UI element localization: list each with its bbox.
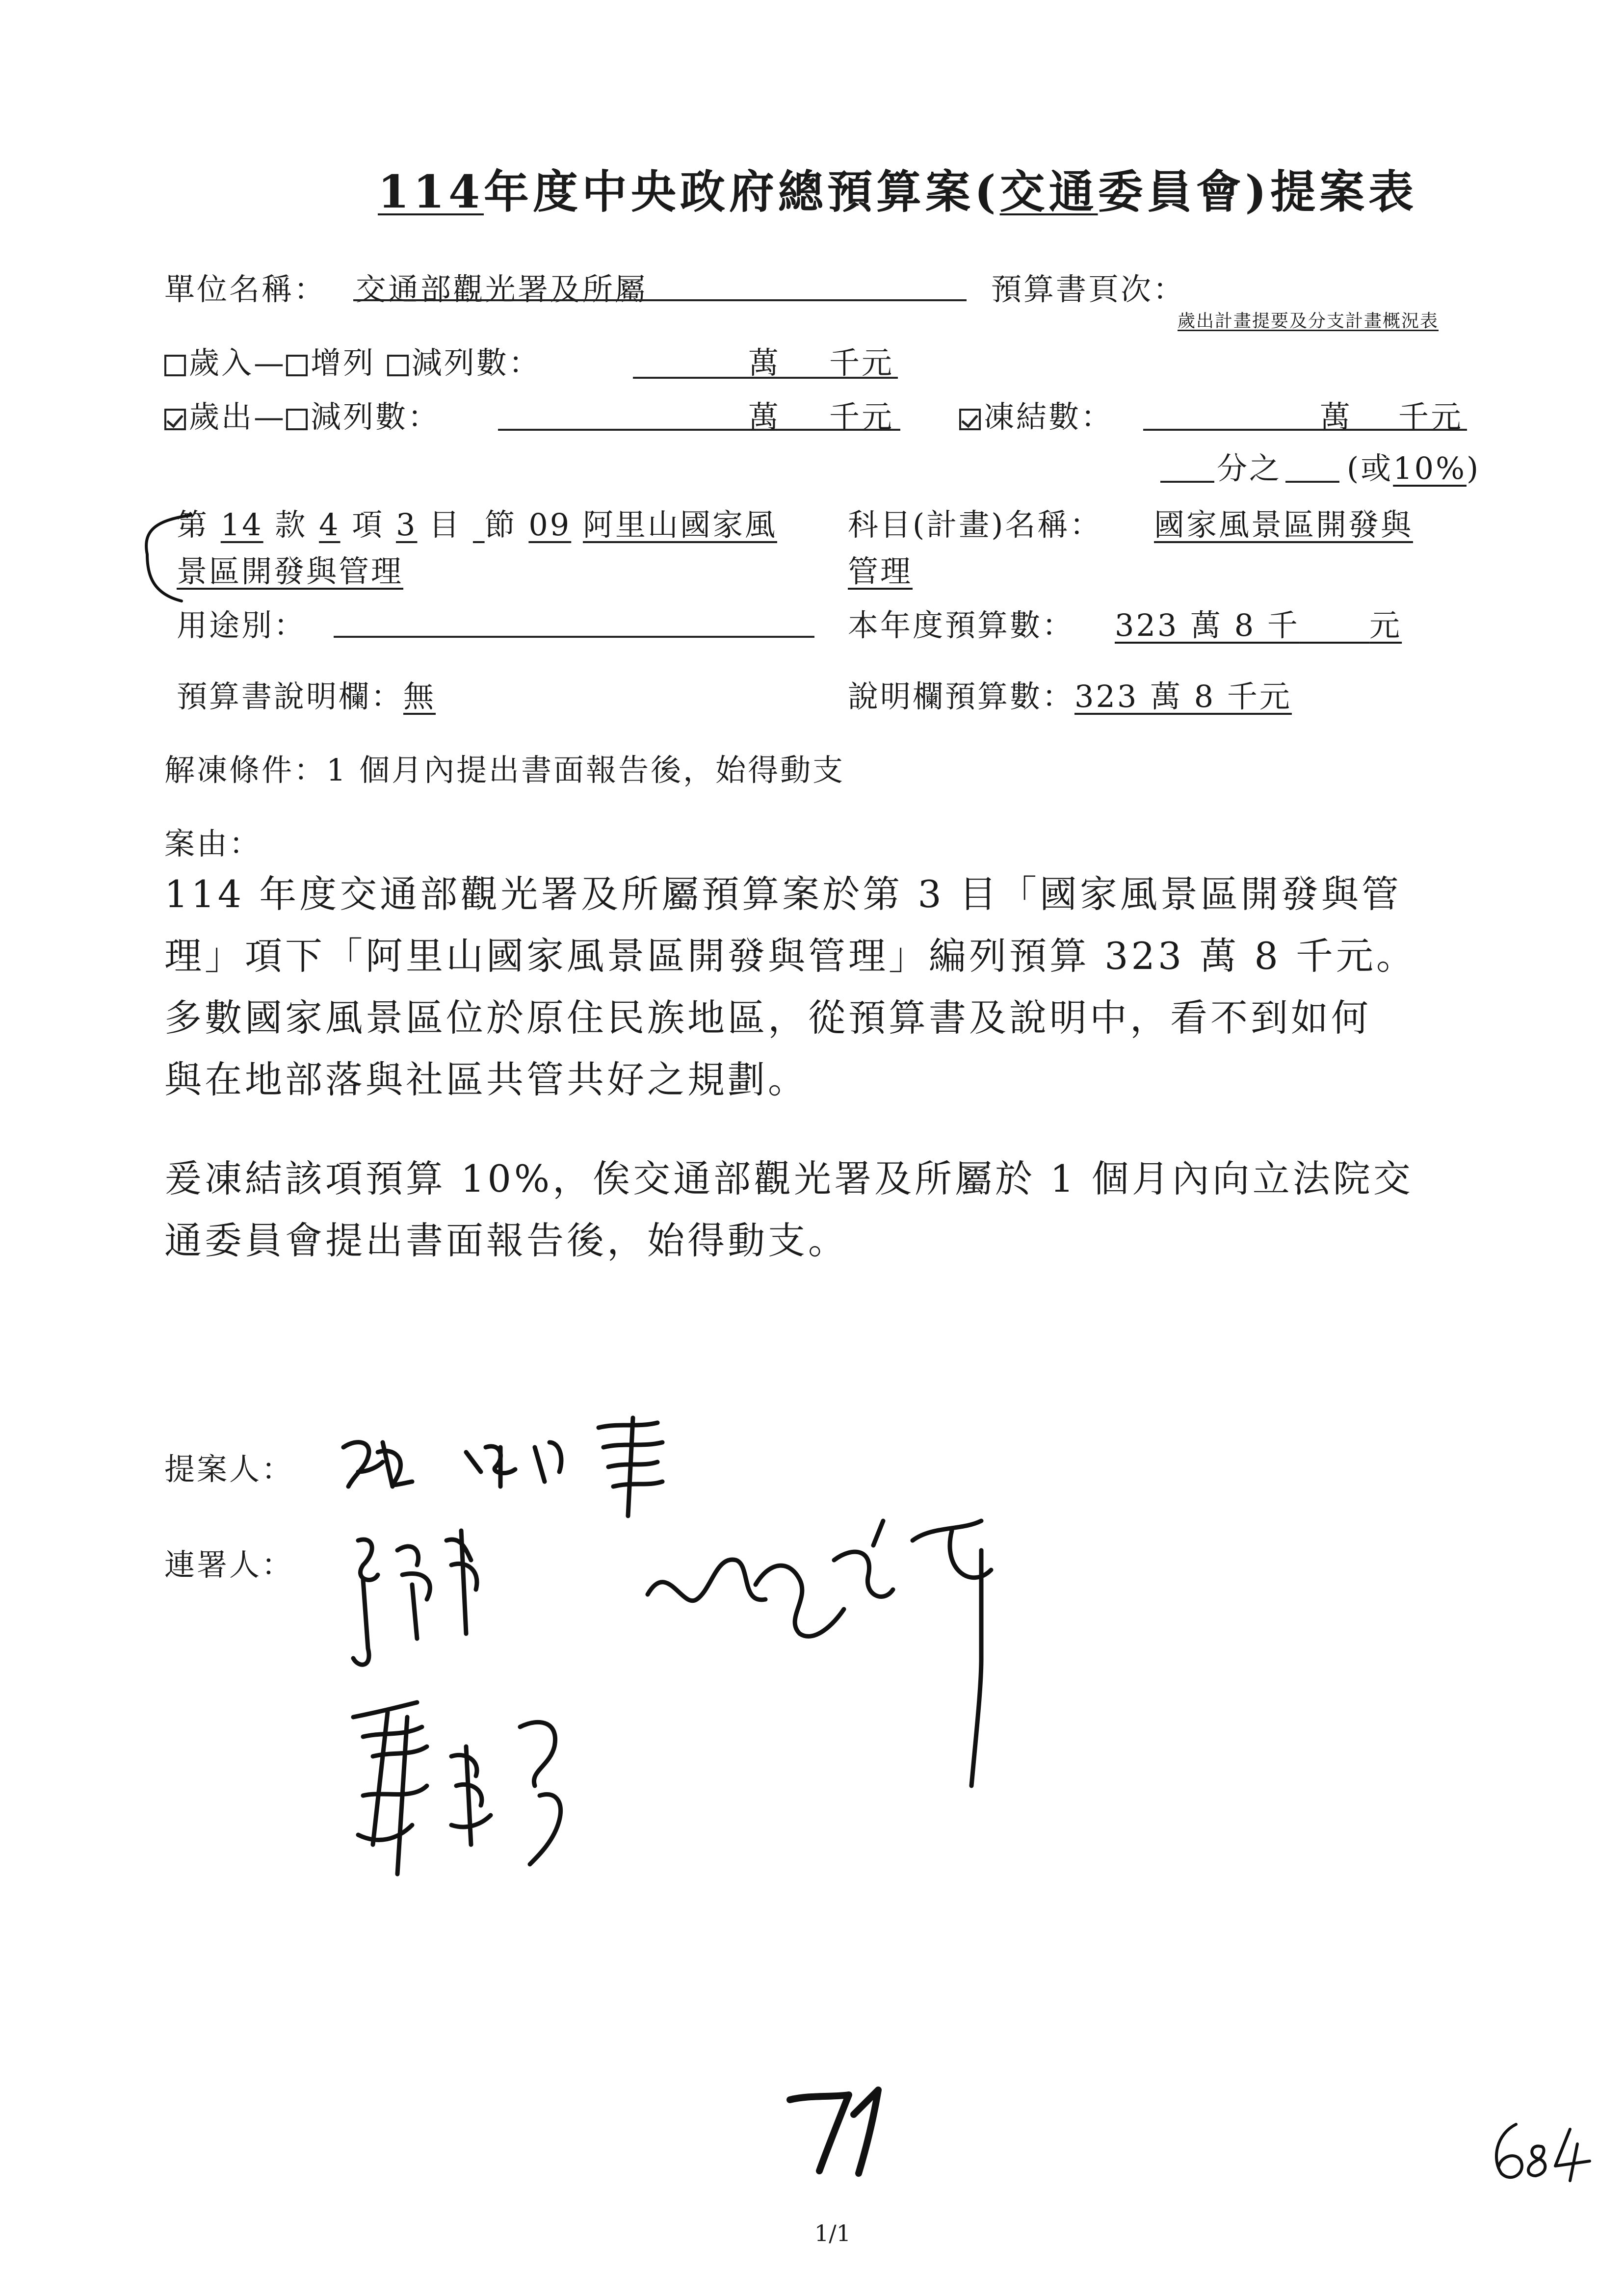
unit-underline bbox=[353, 299, 967, 301]
subject-label: 科目(計畫)名稱： bbox=[848, 507, 1102, 543]
unit-label: 單位名稱： bbox=[164, 271, 327, 307]
revenue-decrease-label: 減列數： bbox=[411, 345, 541, 381]
explain-budget-label: 說明欄預算數： bbox=[848, 678, 1075, 714]
reason-paragraph-1 bbox=[164, 863, 1416, 1111]
revenue-checkbox[interactable] bbox=[164, 355, 186, 376]
item-mu: 3 bbox=[396, 507, 418, 543]
annual-budget-amount: 323 萬 8 千 bbox=[1115, 607, 1300, 643]
revenue-decrease-checkbox[interactable] bbox=[387, 355, 409, 376]
item-code: 09 bbox=[528, 507, 572, 543]
usage-underline bbox=[334, 636, 814, 638]
expense-qian: 千元 bbox=[829, 399, 894, 435]
cosigner-signature-2 bbox=[343, 1521, 520, 1678]
unfreeze-condition: 解凍條件：1 個月內提出書面報告後，始得動支 bbox=[164, 752, 845, 788]
handwritten-page-number bbox=[780, 2085, 893, 2178]
proposer-label: 提案人： bbox=[164, 1451, 294, 1487]
budget-page-label: 預算書頁次： bbox=[991, 271, 1186, 307]
document-title bbox=[378, 156, 1417, 221]
reason-line: 理」項下「阿里山國家風景區開發與管理」編列預算 323 萬 8 千元。 bbox=[164, 934, 1417, 978]
reason-paragraph-2 bbox=[164, 1148, 1414, 1272]
bracket-mark bbox=[137, 510, 196, 608]
explain-column-label bbox=[177, 672, 436, 716]
footer-page: 1/1 bbox=[814, 2220, 851, 2246]
item-mu-label: 目 bbox=[429, 507, 462, 543]
item-xiang: 4 bbox=[319, 507, 341, 543]
reason-line: 多數國家風景區位於原住民族地區，從預算書及說明中，看不到如何 bbox=[164, 996, 1371, 1040]
freeze-checkbox[interactable] bbox=[959, 409, 981, 430]
fraction-percent: 10% bbox=[1393, 450, 1467, 486]
expense-row bbox=[164, 392, 440, 436]
reason-line: 114 年度交通部觀光署及所屬預算案於第 3 目「國家風景區開發與管 bbox=[164, 872, 1402, 916]
subject-line1: 國家風景區開發與 bbox=[1154, 507, 1414, 543]
fraction-fen-zhi: 分之 bbox=[1217, 450, 1282, 486]
fraction-close: ) bbox=[1467, 450, 1481, 486]
freeze-qian: 千元 bbox=[1398, 399, 1464, 435]
cosigner-signature-1 bbox=[638, 1511, 1040, 1796]
annual-budget-unit: 元 bbox=[1369, 607, 1402, 643]
cosigner-signature-3 bbox=[343, 1697, 599, 1904]
item-name-line2: 景區開發與管理 bbox=[177, 553, 404, 589]
increase-label: 增列 bbox=[311, 345, 376, 381]
title-committee: 交通 bbox=[999, 165, 1098, 218]
reason-line: 與在地部落與社區共管共好之規劃。 bbox=[164, 1058, 808, 1101]
freeze-wan: 萬 bbox=[1320, 399, 1353, 435]
fraction-denominator-line bbox=[1285, 481, 1339, 483]
item-kuan-label: 款 bbox=[275, 507, 308, 543]
fraction-or: (或 bbox=[1347, 450, 1393, 486]
item-di: 第 bbox=[177, 507, 210, 543]
title-year: 114 bbox=[378, 165, 484, 218]
item-kuan: 14 bbox=[220, 507, 263, 543]
expense-checkbox[interactable] bbox=[164, 409, 186, 430]
cosigner-label: 連署人： bbox=[164, 1547, 294, 1583]
item-line-1 bbox=[177, 500, 777, 544]
reason-line: 通委員會提出書面報告後，始得動支。 bbox=[164, 1219, 848, 1262]
expense-decrease-label: 減列數： bbox=[311, 399, 441, 435]
expense-wan: 萬 bbox=[748, 399, 781, 435]
explain-budget-value: 323 萬 8 千元 bbox=[1074, 678, 1292, 714]
revenue-row bbox=[164, 339, 541, 382]
reason-label: 案由： bbox=[164, 826, 262, 861]
revenue-qian: 千元 bbox=[829, 345, 894, 381]
annual-budget-value bbox=[1115, 601, 1402, 645]
explain-column-value: 無 bbox=[403, 678, 436, 714]
usage-label: 用途別： bbox=[177, 607, 307, 643]
title-pre: 年度中央政府總預算案( bbox=[484, 165, 1000, 218]
expense-prefix: 歲出— bbox=[189, 399, 287, 435]
unit-value: 交通部觀光署及所屬 bbox=[356, 271, 648, 307]
handwritten-corner-number bbox=[1487, 2119, 1595, 2183]
budget-page-note: 歲出計畫提要及分支計畫概況表 bbox=[1178, 311, 1439, 331]
freeze-label: 凍結數： bbox=[984, 399, 1114, 435]
item-name-line1: 阿里山國家風 bbox=[582, 507, 777, 543]
revenue-prefix: 歲入— bbox=[189, 345, 287, 381]
freeze-row bbox=[959, 392, 1113, 436]
subject-line2: 管理 bbox=[848, 553, 913, 589]
expense-decrease-checkbox[interactable] bbox=[286, 409, 308, 430]
revenue-wan: 萬 bbox=[748, 345, 781, 381]
item-jie-label: 節 bbox=[484, 507, 517, 543]
fraction-numerator-line bbox=[1160, 481, 1214, 483]
explain-column-label-text: 預算書說明欄： bbox=[177, 678, 404, 714]
increase-checkbox[interactable] bbox=[286, 355, 308, 376]
title-post: 委員會)提案表 bbox=[1098, 165, 1418, 218]
item-xiang-label: 項 bbox=[352, 507, 385, 543]
annual-budget-label: 本年度預算數： bbox=[848, 607, 1075, 643]
proposer-signature bbox=[339, 1413, 682, 1521]
fraction-percent-group bbox=[1347, 444, 1480, 488]
reason-line: 爰凍結該項預算 10%，俟交通部觀光署及所屬於 1 個月內向立法院交 bbox=[164, 1157, 1414, 1200]
explain-budget bbox=[848, 672, 1292, 716]
